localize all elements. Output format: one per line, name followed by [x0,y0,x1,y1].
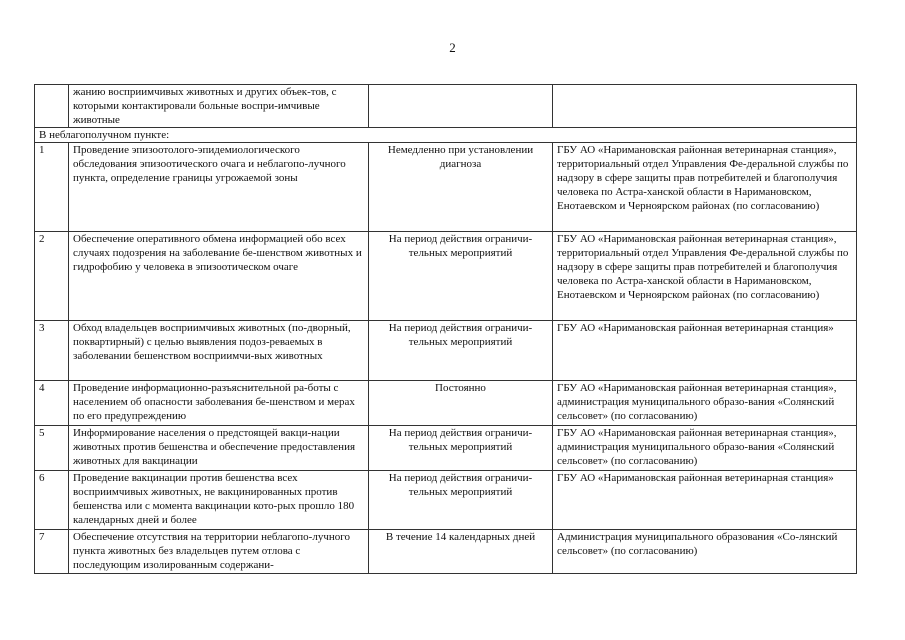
number-cell: 5 [35,426,69,471]
measure-cell: жанию восприимчивых животных и других объек-тов, с которыми контактировали больные воспри-имчивые животные [69,85,369,128]
responsible-cell: ГБУ АО «Наримановская районная ветеринарная станция», администрация муниципального образо-вания «Солянский сельсовет» (по согласованию) [553,381,857,426]
period-cell [369,85,553,128]
period-cell: В течение 14 календарных дней [369,530,553,574]
table-row [35,471,857,530]
measure-cell: Проведение эпизоотолого-эпидемиологического обследования эпизоотического очага и неблагопо-лучного пункта, определение границы угрожаемой зоны [69,143,369,232]
measure-cell: Обход владельцев восприимчивых животных (по-дворный, поквартирный) с целью выявления подоз-реваемых в заболевании бешенством восприимчи-вых животных [69,321,369,381]
period-cell: На период действия ограничи-тельных мероприятий [369,321,553,381]
responsible-cell: ГБУ АО «Наримановская районная ветеринарная станция» [553,321,857,381]
table-row-continuation [35,85,857,128]
period-cell: Постоянно [369,381,553,426]
responsible-cell: ГБУ АО «Наримановская районная ветеринарная станция», территориальный отдел Управления Фе-деральной службы по надзору в сфере защиты прав потребителей и благополучия человека по Астра-ханской области в Наримановском, Енотаевском и Черноярском районах (по согласованию) [553,232,857,321]
number-cell: 7 [35,530,69,574]
responsible-cell: ГБУ АО «Наримановская районная ветеринарная станция», территориальный отдел Управления Фе-деральной службы по надзору в сфере защиты прав потребителей и благополучия человека по Астра-ханской области в Наримановском, Енотаевском и Черноярском районах (по согласованию) [553,143,857,232]
number-cell: 4 [35,381,69,426]
table-row [35,530,857,574]
number-cell: 1 [35,143,69,232]
responsible-cell: ГБУ АО «Наримановская районная ветеринарная станция», администрация муниципального образо-вания «Солянский сельсовет» (по согласованию) [553,426,857,471]
table-row [35,321,857,381]
number-cell [35,85,69,128]
measure-cell: Обеспечение оперативного обмена информацией обо всех случаях подозрения на заболевание бе-шенством животных и гидрофобию у человека в эпизоотическом очаге [69,232,369,321]
period-cell: Немедленно при установлении диагноза [369,143,553,232]
section-header: В неблагополучном пункте: [35,128,857,143]
page-number: 2 [449,40,456,55]
number-cell: 2 [35,232,69,321]
responsible-cell: ГБУ АО «Наримановская районная ветеринарная станция» [553,471,857,530]
period-cell: На период действия ограничи-тельных мероприятий [369,471,553,530]
measure-cell: Проведение информационно-разъяснительной ра-боты с населением об опасности заболевания бе-шенством и мерах по его предупреждению [69,381,369,426]
table-row [35,143,857,232]
measure-cell: Проведение вакцинации против бешенства всех восприимчивых животных, не вакцинированных против бешенства или с момента вакцинации кото-рых прошло 180 календарных дней и более [69,471,369,530]
responsible-cell [553,85,857,128]
measures-table [34,84,857,574]
responsible-cell: Администрация муниципального образования «Со-лянский сельсовет» (по согласованию) [553,530,857,574]
table-row [35,232,857,321]
period-cell: На период действия ограничи-тельных мероприятий [369,232,553,321]
measure-cell: Обеспечение отсутствия на территории неблагопо-лучного пункта животных без владельцев путем отлова с последующим изолированным содержани- [69,530,369,574]
number-cell: 3 [35,321,69,381]
number-cell: 6 [35,471,69,530]
period-cell: На период действия ограничи-тельных мероприятий [369,426,553,471]
table-row [35,381,857,426]
table-row [35,426,857,471]
measure-cell: Информирование населения о предстоящей вакци-нации животных против бешенства и обеспечение предоставления животных для вакцинации [69,426,369,471]
table-section-row [35,128,857,143]
